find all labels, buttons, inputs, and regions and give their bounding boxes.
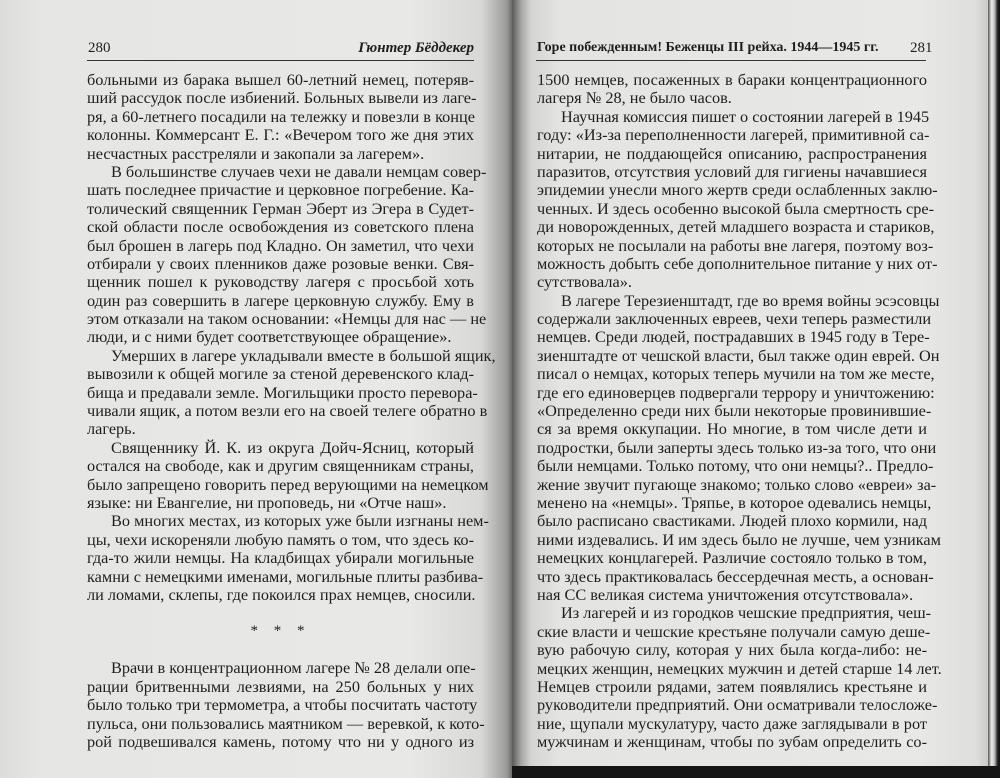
page-body bbox=[537, 70, 942, 752]
header-rule bbox=[87, 60, 474, 61]
text-line: ской области после освобождения из советского плена bbox=[87, 217, 474, 237]
text-line: можность добыть себе дополнительное питание у них от- bbox=[537, 253, 938, 273]
text-line: этом отказали на таком основании: «Немцы для нас — не bbox=[87, 309, 487, 329]
text-line: было расписано свастиками. Людей плохо кормили, над bbox=[537, 511, 927, 531]
text-line: несчастных расстреляли и закопали за лагерем». bbox=[87, 143, 425, 163]
text-line: ди новорожденных, детей младшего возраста и стариков, bbox=[537, 217, 935, 237]
text-line: цы, чехи искореняли любую память о том, что здесь ко- bbox=[87, 529, 474, 549]
text-line: содержали заключенных евреев, чехи теперь разместили bbox=[537, 309, 932, 329]
text-line: лагерь. bbox=[87, 419, 136, 439]
text-line: Священнику Й. К. из округа Дойч-Ясниц, который bbox=[111, 437, 474, 457]
paragraph bbox=[87, 658, 485, 751]
text-line: ная СС великая система уничтожения отсутствовала». bbox=[537, 584, 914, 604]
paragraph bbox=[87, 70, 477, 163]
text-line: подростки, были заперты здесь только из-за того, что они bbox=[537, 437, 937, 457]
text-line: 1500 немцев, посаженных в бараки концентрационного bbox=[537, 70, 927, 89]
text-line: ские власти и чешские крестьяне получали самую деше- bbox=[537, 621, 931, 641]
text-line: сутствовала». bbox=[537, 272, 632, 292]
text-line: было запрещено говорить перед верующими на немецком bbox=[87, 474, 489, 494]
text-line: чивали ящик, а потом везли его на своей телеге обратно в bbox=[87, 401, 488, 421]
text-line: было только три термометра, а чтобы посчитать частоту bbox=[87, 695, 478, 715]
text-line: Из лагерей и из городков чешские предприятия, чеш- bbox=[561, 603, 932, 623]
text-line: один раз совершить в лагере церковную службу. Ему в bbox=[87, 290, 474, 310]
text-line: пульса, они пользовались маятником — веревкой, к кото- bbox=[87, 713, 485, 733]
text-line: руководители предприятий. Они осматривали телосложе- bbox=[537, 695, 938, 715]
scan-bottom-shadow bbox=[512, 766, 1000, 778]
text-line: В лагере Терезиенштадт, где во время войны эсэсовцы bbox=[561, 290, 940, 310]
running-head: Горе побежденным! Беженцы III рейха. 1944—1945 гг. bbox=[537, 40, 879, 55]
text-line: больными из барака вышел 60-летний немец, потеряв- bbox=[87, 70, 474, 89]
text-line: Научная комиссия пишет о состоянии лагерей в 1945 bbox=[561, 106, 930, 126]
text-line: люди, и с ними будет соответствующее обращение». bbox=[87, 327, 452, 347]
text-line: бища и предавали земле. Могильщики просто перевора- bbox=[87, 382, 478, 402]
text-line: нитарии, не поддающейся описанию, распространения bbox=[537, 143, 927, 163]
book-edge bbox=[988, 0, 1000, 778]
text-line: лагеря № 28, не было часов. bbox=[537, 88, 732, 108]
text-line: толический священник Герман Эберт из Эгера в Судет- bbox=[87, 198, 474, 218]
text-line: рой подвешивался камень, потому что ни у одного из bbox=[87, 731, 474, 751]
text-line: ший рассудок после избиений. Больных вывели из лаге- bbox=[87, 88, 477, 108]
text-line: шать последнее причастие и церковное погребение. Ка- bbox=[87, 180, 474, 200]
section-separator: * * * bbox=[250, 623, 311, 640]
text-line: отбирали у своих пленников даже розовые венки. Свя- bbox=[87, 253, 474, 273]
text-line: ними издевались. И им здесь было не лучше, чем узникам bbox=[537, 529, 941, 549]
text-line: немцев. Среди людей, пострадавших в 1945 году в Тере- bbox=[537, 327, 930, 347]
paragraph bbox=[87, 511, 489, 604]
header-rule bbox=[536, 60, 926, 61]
text-line: колонны. Коммерсант Е. Г.: «Вечером того же дня этих bbox=[87, 125, 474, 145]
text-line: В большинстве случаев чехи не давали немцам совер- bbox=[111, 161, 487, 181]
text-line: писал о немцах, которых теперь мучили на том же месте, bbox=[537, 364, 935, 384]
paragraph bbox=[87, 345, 496, 439]
text-line: которых не посылали на работы вне лагеря, поэтому воз- bbox=[537, 235, 934, 255]
text-line: были немцами. Только потому, что они немцы?.. Предло- bbox=[537, 456, 934, 476]
text-line: ние, щупали мускулатуру, часто даже заглядывали в рот bbox=[537, 713, 927, 733]
text-line: немецких концлагерей. Различие состояло только в том, bbox=[537, 548, 927, 568]
text-line: был брошен в лагерь под Кладно. Он заметил, что чехи bbox=[87, 235, 474, 255]
text-line: паразитов, отсутствия условий для гигиены начавшиеся bbox=[537, 161, 927, 181]
text-line: ся за время оккупации. Но многие, в том числе дети и bbox=[537, 419, 927, 439]
text-line: языке: ни Евангелие, ни проповедь, ни «Отче наш». bbox=[87, 492, 447, 512]
text-line: зиенштадте от чешской власти, был также один еврей. Он bbox=[537, 345, 940, 365]
text-line: вывозили к общей могиле за стеной деревенского клад- bbox=[87, 364, 474, 384]
text-line: году: «Из-за переполненности лагерей, примитивной са- bbox=[537, 125, 930, 145]
text-line: мецких женщин, немецких мужчин и детей старше 14 лет. bbox=[537, 658, 942, 678]
text-line: жение звучит пугающе знакомо; только слово «евреи» за- bbox=[537, 474, 937, 494]
paragraph bbox=[87, 161, 487, 347]
page-number: 281 bbox=[910, 40, 933, 56]
text-line: менено на «немцы». Тряпье, в которое одевались немцы, bbox=[537, 492, 932, 512]
right-page bbox=[512, 0, 990, 766]
paragraph bbox=[537, 71, 927, 108]
text-line: вую рабочую силу, которая у них была когда-либо: не- bbox=[537, 640, 927, 660]
text-line: Умерших в лагере укладывали вместе в большой ящик, bbox=[111, 345, 496, 365]
text-line: где его единоверцев подвергали террору и уничтожению: bbox=[537, 382, 935, 402]
paragraph bbox=[537, 106, 938, 292]
text-line: ченных. И здесь особенно высокой была смертность сре- bbox=[537, 198, 935, 218]
paragraph bbox=[87, 437, 489, 513]
text-line: ря, а 60-летнего посадили на тележку и повезли в конце bbox=[87, 106, 475, 126]
running-head: Гюнтер Бёддекер bbox=[358, 40, 474, 56]
text-line: остался на свободе, как и другим священникам страны, bbox=[87, 456, 474, 476]
text-line: Врачи в концентрационном лагере № 28 делали опе- bbox=[111, 658, 476, 678]
text-line: гда-то жили немцы. На кладбищах убирали могильные bbox=[87, 548, 474, 568]
paragraph bbox=[537, 603, 942, 752]
text-line: эпидемии унесли много жертв среди ослабленных заклю- bbox=[537, 180, 938, 200]
text-line: камни с немецкими именами, могильные плиты разбива- bbox=[87, 566, 484, 586]
text-line: «Определенно среди них были некоторые провинившие- bbox=[537, 401, 932, 421]
text-line: что здесь практиковалась бессердечная месть, а основан- bbox=[537, 566, 934, 586]
page-number: 280 bbox=[88, 40, 111, 56]
text-line: Во многих местах, из которых уже были изгнаны нем- bbox=[111, 511, 489, 531]
text-line: Немцев строили рядами, затем появлялись крестьяне и bbox=[537, 676, 927, 696]
paragraph bbox=[537, 290, 941, 605]
text-line: ли ломами, склепы, где покоился прах немцев, сносили. bbox=[87, 584, 476, 604]
page-body bbox=[87, 70, 496, 751]
text-line: мужчинам и женщинам, чтобы по зубам определить со- bbox=[537, 732, 927, 752]
text-line: рации бритвенными лезвиями, на 250 больных у них bbox=[87, 676, 474, 696]
text-line: щенник пошел к руководству лагеря с просьбой хоть bbox=[87, 272, 474, 292]
